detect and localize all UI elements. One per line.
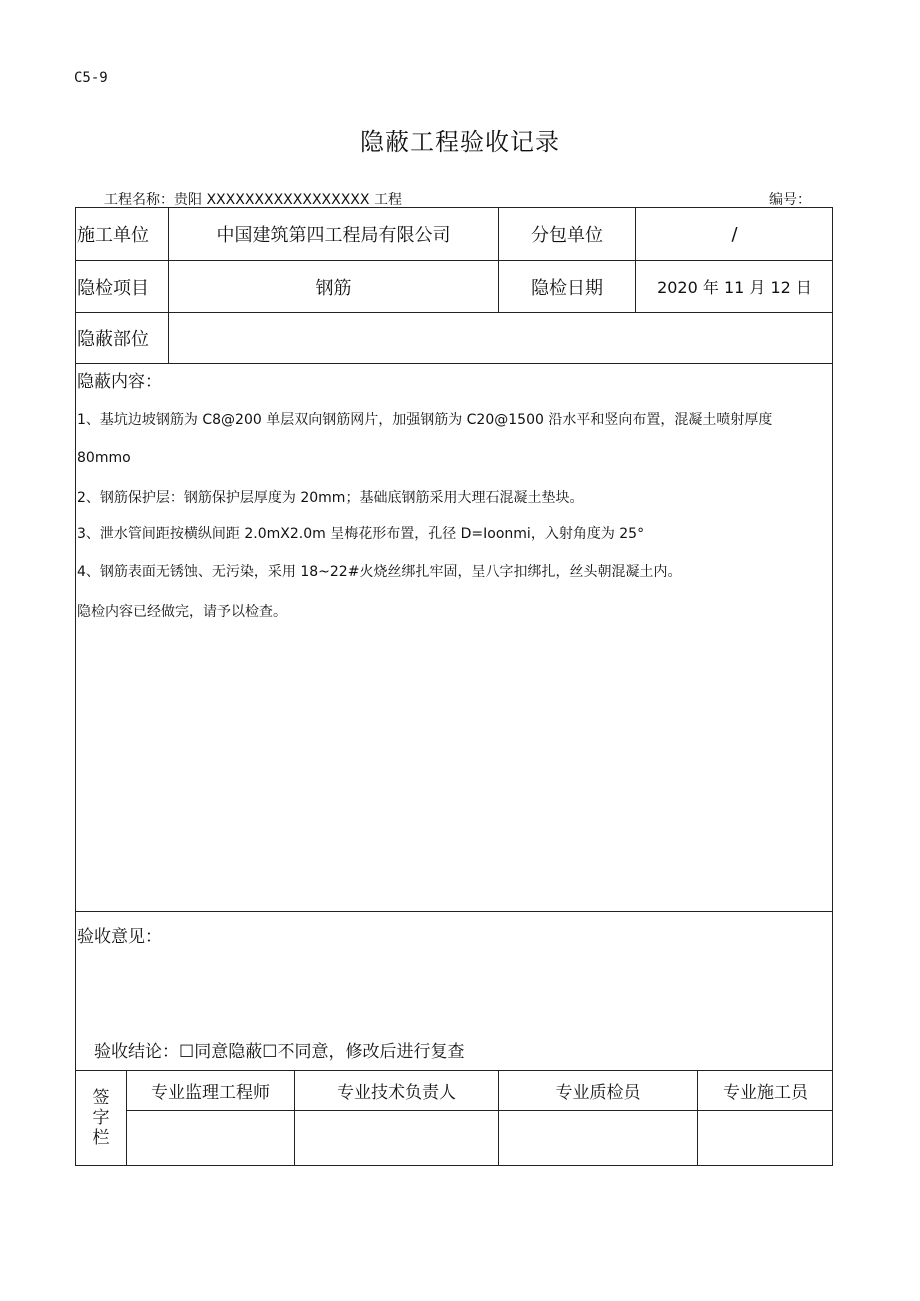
signature-field-construction-worker[interactable] (698, 1111, 833, 1166)
acceptance-conclusion: 验收结论：☐同意隐蔽☐不同意，修改后进行复查 (94, 1042, 465, 1062)
content-line-2: 2、钢筋保护层：钢筋保护层厚度为 20mm；基础底钢筋采用大理石混凝土垫块。 (77, 490, 584, 506)
subcontractor-label: 分包单位 (531, 225, 603, 246)
opinion-heading: 验收意见： (77, 927, 162, 947)
signature-char: 栏 (92, 1128, 110, 1148)
page-title: 隐蔽工程验收记录 (360, 128, 560, 156)
project-name: 工程名称：贵阳 XXXXXXXXXXXXXXXXX 工程 (104, 192, 402, 208)
role-construction-worker: 专业施工员 (723, 1083, 808, 1103)
signature-char: 签 (92, 1088, 110, 1108)
inspection-date-label: 隐检日期 (531, 277, 603, 299)
hidden-location-value (169, 313, 833, 363)
content-line-1-continued: 80mmo (77, 450, 131, 466)
role-supervising-engineer: 专业监理工程师 (151, 1083, 270, 1103)
signature-char: 字 (92, 1108, 110, 1128)
signature-field-supervising-engineer[interactable] (127, 1111, 294, 1166)
inspection-date-value: 2020 年 11 月 12 日 (657, 278, 812, 297)
role-technical-lead: 专业技术负责人 (337, 1083, 456, 1103)
content-line-4: 4、钢筋表面无锈蚀、无污染，采用 18~22#火烧丝绑扎牢固，呈八字扣绑扎，丝头朝混凝土内。 (77, 564, 682, 580)
row-divider (75, 363, 833, 364)
role-quality-inspector: 专业质检员 (555, 1083, 641, 1103)
construction-unit-label: 施工单位 (77, 225, 149, 246)
subcontractor-value: / (731, 223, 738, 245)
inspection-item-value: 钢筋 (315, 277, 352, 299)
record-number: 编号： (769, 192, 811, 208)
construction-unit-value: 中国建筑第四工程局有限公司 (216, 225, 451, 246)
signature-field-technical-lead[interactable] (295, 1111, 498, 1166)
content-line-3: 3、泄水管间距按横纵间距 2.0mX2.0m 呈梅花形布置，孔径 D=Ioonmi，入射角度为 25° (77, 526, 645, 542)
hidden-location-label: 隐蔽部位 (77, 329, 149, 350)
row-divider (75, 911, 833, 912)
inspection-item-label: 隐检项目 (77, 277, 149, 299)
content-line-1: 1、基坑边坡钢筋为 C8@200 单层双向钢筋网片，加强钢筋为 C20@1500 沿水平和竖向布置，混凝土喷射厚度 (77, 412, 773, 428)
content-heading: 隐蔽内容： (77, 372, 162, 392)
form-code: C5-9 (74, 70, 108, 86)
signature-column-label (76, 1070, 126, 1166)
content-closing: 隐检内容已经做完，请予以检查。 (77, 604, 287, 620)
signature-field-quality-inspector[interactable] (499, 1111, 697, 1166)
